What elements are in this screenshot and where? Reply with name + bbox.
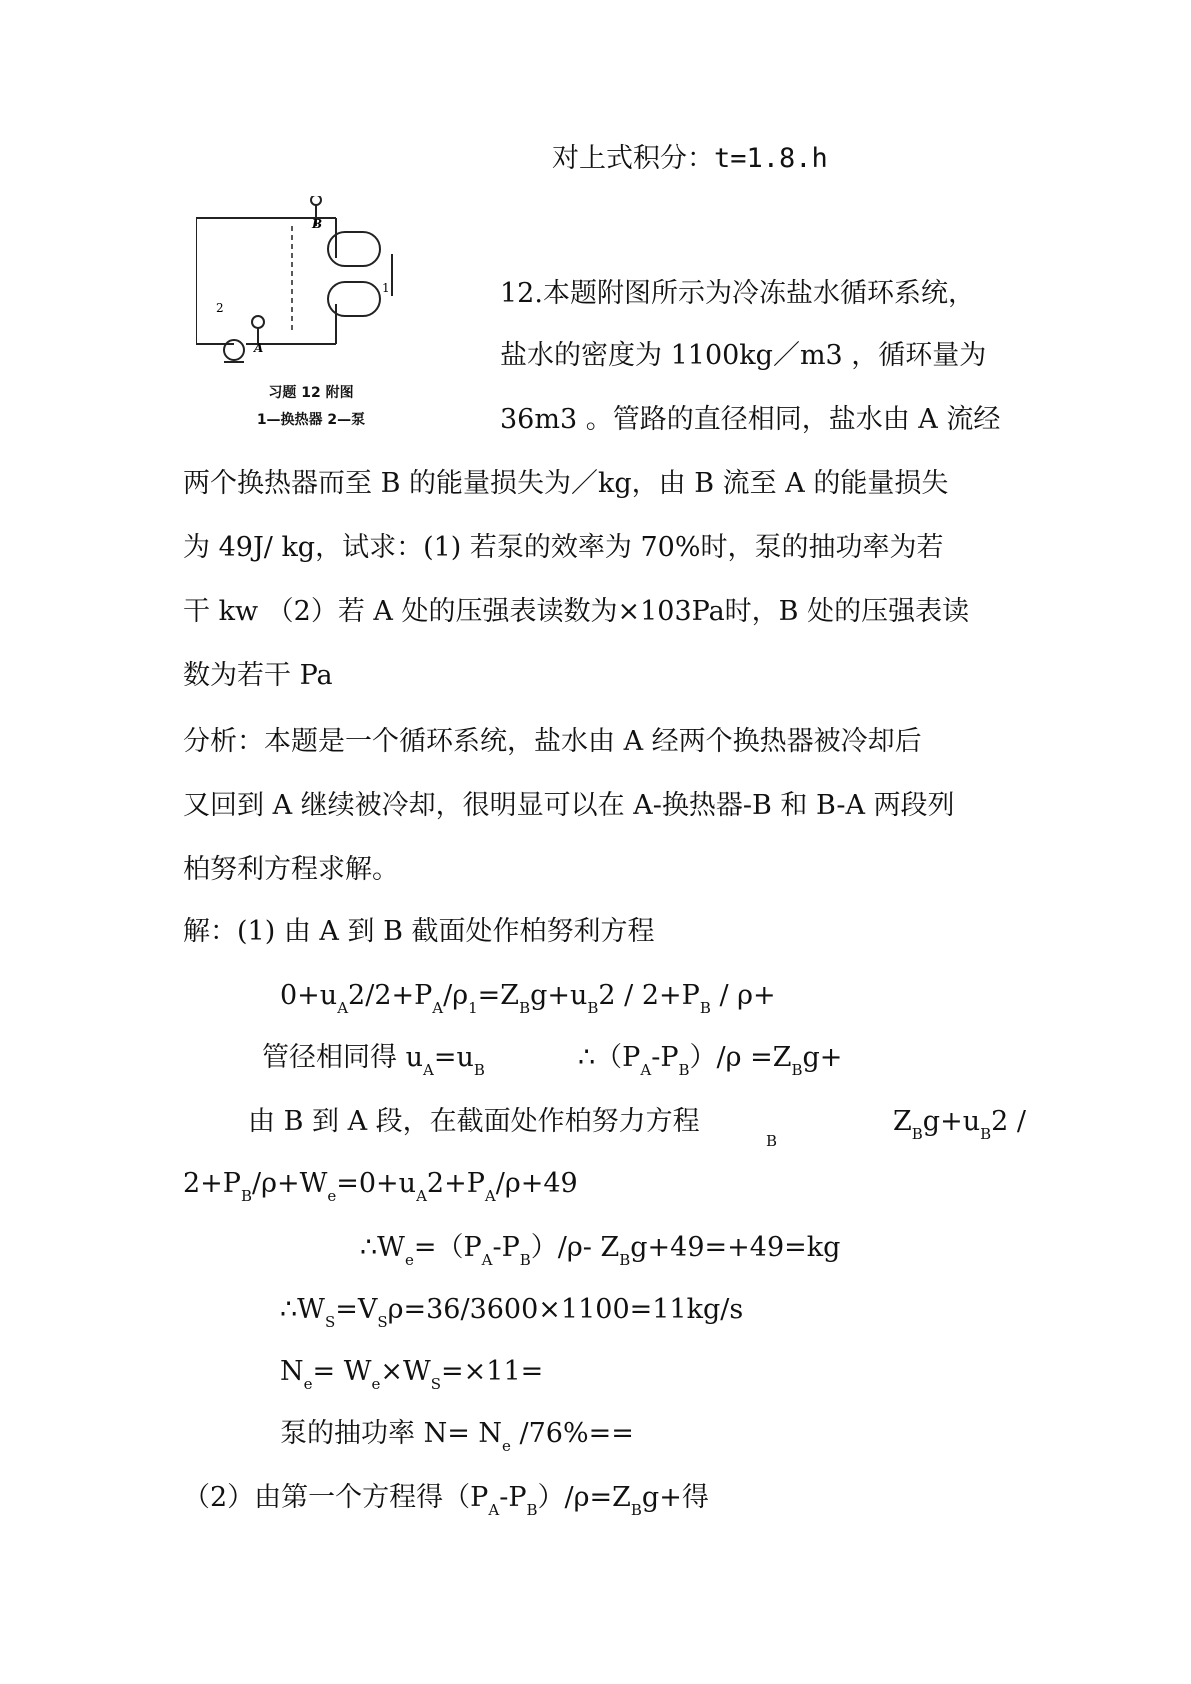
bernoulli-eq-ab: $0+u_A2/2+P_A/\rho_1=Z_Bg+u_B2 / 2+P_B / \rho+$ [280,980,776,1017]
figure-caption-legend: 1—换热器 2—泵 [256,412,366,428]
integral-result: 对上式积分：t=1.8.h [552,143,828,174]
label-2: 2 [216,301,224,315]
bernoulli-eq-ba-start: $Z_Bg+u_B2$ / [893,1106,1026,1143]
pressure-difference-eq: $\therefore(P_A-P_B)/\rho =Z_Bg+$ [578,1042,843,1079]
label-a: A [254,341,264,355]
label-1: 1 [382,281,390,295]
shaft-power-eq: 泵的抽功率 $N= N_e$ /76%== [280,1418,634,1455]
analysis-line-3: 柏努利方程求解。 [183,854,399,885]
problem-line-5: 为 49J/ kg，试求：(1) 若泵的效率为 70%时，泵的抽功率为若 [183,532,944,563]
problem-line-2: 盐水的密度为 1100kg／m3 ，循环量为 [500,340,987,371]
analysis-line-1: 分析：本题是一个循环系统，盐水由 A 经两个换热器被冷却后 [183,726,922,757]
segment-ba-sub: B [766,1132,778,1150]
left-pipe [196,218,234,344]
same-diameter-eq: 管径相同得 $u_A=u_B$ [262,1042,485,1079]
problem-line-7: 数为若干 Pa [183,660,333,691]
problem-line-6: 干 kw （2）若 A 处的压强表读数为×103Pa时，B 处的压强表读 [183,596,970,627]
bernoulli-eq-ba-end: $2+P_B/\rho+W_e=0+u_A2+P_A/\rho+49$ [183,1168,578,1205]
pressure-gauge-a-icon [252,316,264,328]
problem-line-4: 两个换热器而至 B 的能量损失为／kg，由 B 流至 A 的能量损失 [183,468,949,499]
label-b: B [312,217,323,231]
part2-eq: （2）由第一个方程得$(P_A-P_B)/\rho=Z_Bg+$得 [183,1482,709,1519]
mass-flow-eq: $\therefore W_S=V_S\rho=36/3600\times 1100=11kg/s$ [280,1294,744,1331]
figure-circulation-system [196,196,452,446]
problem-line-1: 12.本题附图所示为冷冻盐水循环系统， [500,278,975,309]
solution-heading: 解：(1) 由 A 到 B 截面处作柏努利方程 [183,916,655,947]
problem-line-3: 36m3 。管路的直径相同，盐水由 A 流经 [500,404,1001,435]
pressure-gauge-b-icon [311,196,321,205]
segment-ba-text: 由 B 到 A 段，在截面处作柏努力方程 [248,1106,700,1137]
work-eq: $\therefore W_e=(P_A-P_B)/\rho-$ $Z_Bg+49=+49=kg$ [360,1232,841,1269]
figure-caption-title: 习题 12 附图 [268,385,354,401]
effective-power-eq: $N_e= W_e\times W_S=\times 11=$ [280,1356,544,1393]
analysis-line-2: 又回到 A 继续被冷却，很明显可以在 A-换热器-B 和 B-A 两段列 [183,790,955,821]
